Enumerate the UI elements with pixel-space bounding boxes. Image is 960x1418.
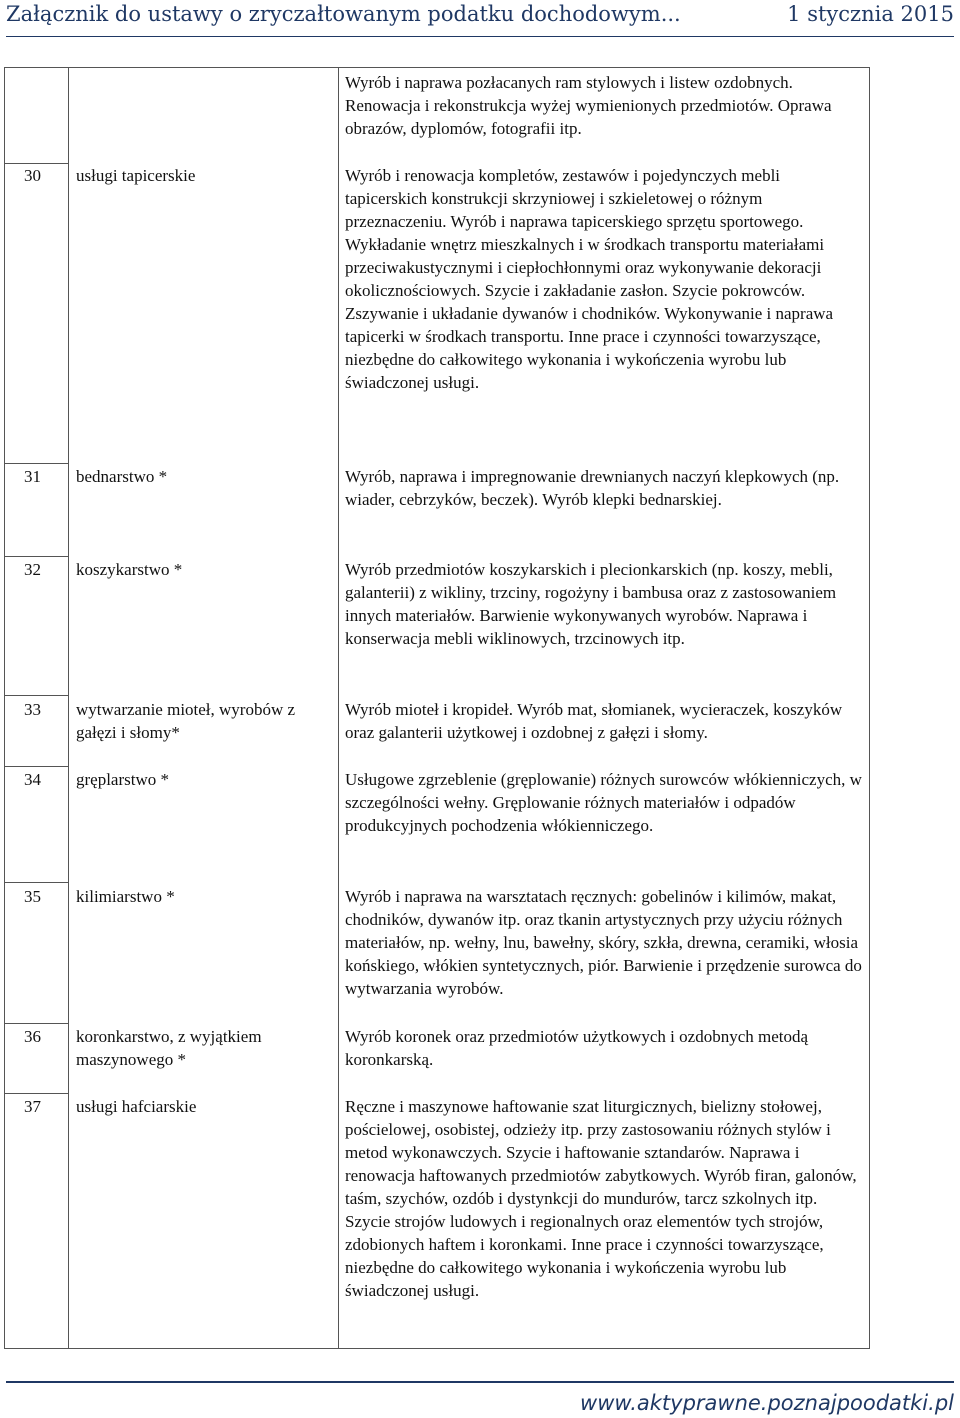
column-divider-name [338, 67, 339, 1349]
row-description: Usługowe zgrzeblenie (gręplowanie) różnych surowców włókienniczych, w szczególności wełny. Gręplowanie różnych materiałów i odpadów produkcyjnych pochodzenia włókienniczego. [345, 770, 862, 835]
document-date: 1 stycznia 2015 [787, 2, 954, 26]
header-divider [6, 36, 954, 37]
row-description: Wyrób mioteł i kropideł. Wyrób mat, słomianek, wycieraczek, koszyków oraz galanterii użytkowej i ozdobnej z gałęzi i słomy. [345, 700, 843, 742]
footer-website-link[interactable]: www.aktyprawne.poznajpoodatki.pl [580, 1391, 954, 1415]
document-title: Załącznik do ustawy o zryczałtowanym podatku dochodowym... [6, 2, 681, 26]
row-divider [4, 882, 68, 883]
column-divider-num [68, 67, 69, 1349]
row-description: Wyrób, naprawa i impregnowanie drewnianych naczyń klepkowych (np. wiader, cebrzyków, beczek). Wyrób klepki bednarskiej. [345, 467, 840, 509]
row-description: Wyrób i renowacja kompletów, zestawów i pojedynczych mebli tapicerskich konstrukcji skrzyniowej i szkieletowej o różnym przeznaczeniu. Wyrób i naprawa tapicerskiego sprzętu sportowego. Wykładanie wnętrz mieszkalnych i w środkach transportu materiałami przeciwakustycznymi i ciepłochłonnymi oraz wykonywanie dekoracji okolicznościowych. Szycie i zakładanie zasłon. Szycie pokrowców. Zszywanie i układanie dywanów i chodników. Wykonywanie i naprawa tapicerki w środkach transportu. Inne prace i czynności towarzyszące, niezbędne do całkowitego wykonania i wykończenia wyrobu lub świadczonej usługi. [345, 166, 834, 392]
row-number: 33 [24, 700, 41, 719]
row-description: Wyrób i naprawa pozłacanych ram stylowych i listew ozdobnych. Renowacja i rekonstrukcja wyżej wymienionych przedmiotów. Oprawa obrazów, dyplomów, fotografii itp. [345, 73, 832, 138]
row-description: Wyrób koronek oraz przedmiotów użytkowych i ozdobnych metodą koronkarską. [345, 1027, 809, 1069]
row-description: Wyrób przedmiotów koszykarskich i plecionkarskich (np. koszy, mebli, galanterii) z wikliny, trzciny, rogożyny i bambusa oraz z zastosowaniem innych materiałów. Barwienie wykonywanych wyrobów. Naprawa i konserwacja mebli wiklinowych, trzcinowych itp. [345, 560, 837, 648]
row-service-name: kilimiarstwo * [76, 887, 175, 906]
footer-divider [6, 1381, 954, 1383]
row-divider [4, 766, 68, 767]
row-number: 35 [24, 887, 41, 906]
row-divider [4, 556, 68, 557]
row-service-name: usługi tapicerskie [76, 166, 196, 185]
row-divider [4, 695, 68, 696]
row-number: 36 [24, 1027, 41, 1046]
row-divider [4, 1023, 68, 1024]
row-service-name: usługi hafciarskie [76, 1097, 197, 1116]
row-service-name: bednarstwo * [76, 467, 168, 486]
row-description: Wyrób i naprawa na warsztatach ręcznych: gobelinów i kilimów, makat, chodników, dywanów itp. oraz tkanin artystycznych przy użyciu różnych materiałów, np. wełny, lnu, bawełny, skóry, szkła, drewna, ceramiki, włosia końskiego, włókien syntetycznych, piór. Barwienie i przędzenie surowca do wytwarzania wyrobów. [345, 887, 862, 998]
row-divider [4, 1093, 68, 1094]
row-number: 37 [24, 1097, 41, 1116]
row-divider [4, 463, 68, 464]
row-number: 30 [24, 166, 41, 185]
page-header [0, 0, 960, 38]
row-number: 31 [24, 467, 41, 486]
row-service-name: koszykarstwo * [76, 560, 183, 579]
row-description: Ręczne i maszynowe haftowanie szat liturgicznych, bielizny stołowej, pościelowej, osobistej, odzieży itp. przy zastosowaniu różnych stylów i metod wykonawczych. Szycie i haftowanie sztandarów. Naprawa i renowacja haftowanych przedmiotów zabytkowych. Wyrób firan, galonów, taśm, szychów, ozdób i dystynkcji do mundurów, tarcz szkolnych itp. Szycie strojów ludowych i regionalnych oraz elementów tych strojów, zdobionych haftem i koronkami. Inne prace i czynności towarzyszące, niezbędne do całkowitego wykonania i wykończenia wyrobu lub świadczonej usługi. [345, 1097, 857, 1300]
row-service-name: koronkarstwo, z wyjątkiem maszynowego * [76, 1027, 262, 1069]
row-number: 32 [24, 560, 41, 579]
row-number: 34 [24, 770, 41, 789]
row-service-name: wytwarzanie mioteł, wyrobów z gałęzi i słomy* [76, 700, 296, 742]
row-service-name: gręplarstwo * [76, 770, 170, 789]
